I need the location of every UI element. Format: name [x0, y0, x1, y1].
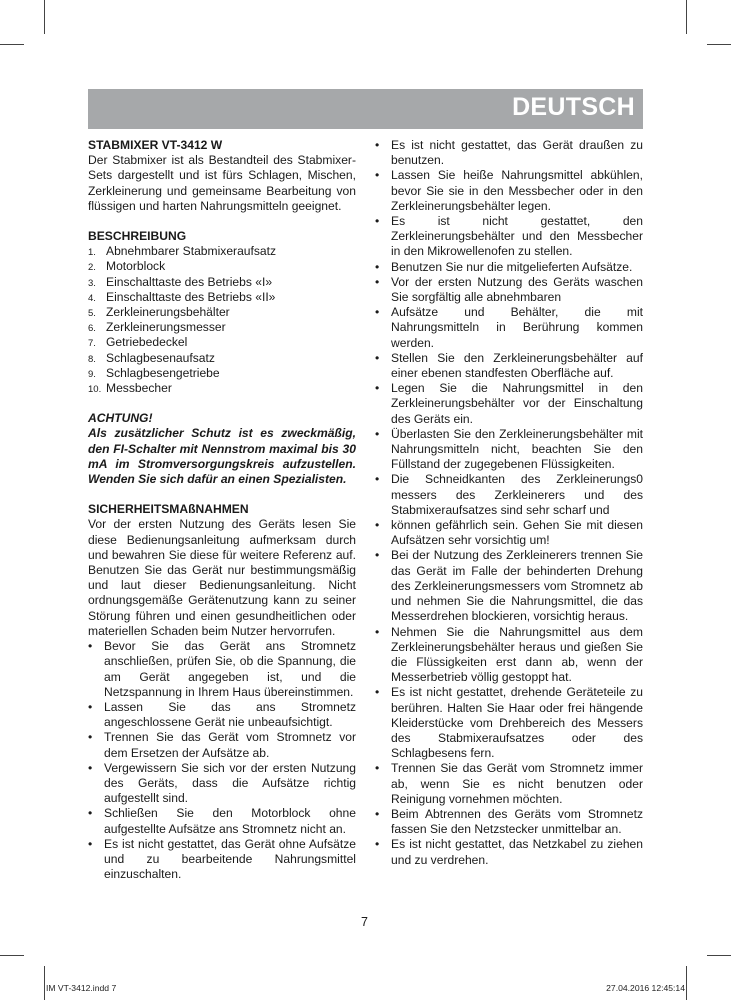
safety-bullets-right	[375, 138, 643, 868]
product-title: STABMIXER VT-3412 W	[88, 138, 223, 152]
list-item: 2. Motorblock	[88, 259, 166, 274]
list-item: • Legen Sie die Nahrungsmittel in den Zerkleinerungsbehälter vor der Einschaltung des Geräts ein.	[375, 381, 643, 426]
list-item: 8. Schlagbesenaufsatz	[88, 350, 215, 365]
list-item: • Trennen Sie das Gerät vom Stromnetz vor dem Ersetzen der Aufsätze ab.	[88, 730, 356, 760]
list-item: • Nehmen Sie die Nahrungsmittel aus dem Zerkleinerungsbehälter heraus und gießen Sie die Flüssigkeiten erst dann ab, wenn der Messerbetrieb völlig gestoppt hat.	[375, 624, 643, 685]
footer-file: IM VT-3412.indd 7	[46, 983, 117, 993]
list-item: 4. Einschalttaste des Betriebs «II»	[88, 289, 276, 304]
safety-heading: SICHERHEITSMAßNAHMEN	[88, 502, 249, 517]
list-item: 1. Abnehmbarer Stabmixeraufsatz	[88, 244, 277, 259]
warning-heading: ACHTUNG!	[88, 411, 153, 426]
list-item: • Es ist nicht gestattet, das Gerät draußen zu benutzen.	[375, 138, 643, 168]
list-item: • Bevor Sie das Gerät ans Stromnetz anschließen, prüfen Sie, ob die Spannung, die am Gerät angegeben ist, und die Netzspannung in Ihrem Haus übereinstimmen.	[88, 639, 356, 699]
list-item: • Vor der ersten Nutzung des Geräts waschen Sie sorgfältig alle abnehmbaren	[375, 274, 643, 305]
list-item: 3. Einschalttaste des Betriebs «I»	[88, 274, 273, 289]
list-item: • Lassen Sie das ans Stromnetz angeschlossene Gerät nie unbeaufsichtigt.	[88, 699, 356, 730]
list-item: • Trennen Sie das Gerät vom Stromnetz immer ab, wenn Sie es nicht benutzen oder Reinigung vornehmen möchten.	[375, 761, 643, 806]
left-column	[88, 138, 356, 882]
crop-mark	[44, 0, 45, 34]
list-item: • Schließen Sie den Motorblock ohne aufgestellte Aufsätze ans Stromnetz nicht an.	[88, 806, 356, 836]
crop-mark	[0, 955, 24, 956]
list-item: • können gefährlich sein. Gehen Sie mit diesen Aufsätzen sehr vorsichtig um!	[375, 518, 643, 548]
list-item: • Benutzen Sie nur die mitgelieferten Aufsätze.	[375, 259, 633, 274]
list-item: 5. Zerkleinerungsbehälter	[88, 305, 230, 320]
intro-paragraph: Der Stabmixer ist als Bestandteil des Stabmixer-Sets dargestellt und ist fürs Schlagen, Mischen, Zerkleinerung und gemeinsame Bearbeitung von flüssigen und harten Nahrungsmitteln geeignet.	[88, 153, 356, 213]
list-item: • Die Schneidkanten des Zerkleinerungs0 messers des Zerkleinerers und des Stabmixeraufsatzes sind sehr scharf und	[375, 472, 643, 517]
page-number: 7	[361, 915, 368, 929]
parts-list	[88, 244, 356, 396]
footer-date: 27.04.2016 12:45:14	[606, 983, 685, 993]
list-item: • Es ist nicht gestattet, das Gerät ohne Aufsätze und zu bearbeitende Nahrungsmittel einzuschalten.	[88, 836, 356, 882]
crop-mark	[686, 0, 687, 34]
list-item: • Bei der Nutzung des Zerkleinerers trennen Sie das Gerät im Falle der behinderten Drehung des Zerkleinerungsmessers vom Stromnetz ab und nehmen Sie die Nahrungsmittel, die das Messerdrehen blockieren, vorsichtig heraus.	[375, 548, 643, 624]
list-item: • Es ist nicht gestattet, den Zerkleinerungsbehälter und den Messbecher in den Mikrowellenofen zu stellen.	[375, 214, 643, 259]
warning-text: Als zusätzlicher Schutz ist es zweckmäßig, den FI-Schalter mit Nennstrom maximal bis 30 mA im Stromversorgungskreis aufzustellen. Wenden Sie sich dafür an einen Spezialisten.	[88, 426, 356, 487]
list-item: 7. Getriebedeckel	[88, 335, 188, 350]
safety-bullets-left	[88, 639, 356, 882]
description-heading: BESCHREIBUNG	[88, 229, 187, 244]
list-item: • Vergewissern Sie sich vor der ersten Nutzung des Geräts, dass die Aufsätze richtig aufgestellt sind.	[88, 760, 356, 806]
crop-mark	[44, 966, 45, 1000]
right-column	[375, 138, 643, 868]
list-item: 10. Messbecher	[88, 381, 172, 396]
language-banner	[88, 89, 643, 129]
list-item: • Es ist nicht gestattet, das Netzkabel zu ziehen und zu verdrehen.	[375, 837, 643, 867]
crop-mark	[0, 44, 24, 45]
list-item: • Überlasten Sie den Zerkleinerungsbehälter mit Nahrungsmitteln nicht, beachten Sie den Füllstand der zugegebenen Flüssigkeiten.	[375, 426, 643, 472]
safety-intro: Vor der ersten Nutzung des Geräts lesen Sie diese Bedienungsanleitung aufmerksam durch und bewahren Sie diese für weitere Referenz auf. Benutzen Sie das Gerät nur bestimmungsmäßig und laut dieser Bedienungsanleitung. Nicht ordnungsgemäße Gerätenutzung kann zu seiner Störung führen und einen gesundheitlichen oder materiellen Schaden beim Nutzer hervorrufen.	[88, 517, 356, 638]
list-item: • Beim Abtrennen des Geräts vom Stromnetz fassen Sie den Netzstecker unmittelbar an.	[375, 806, 643, 837]
list-item: 9. Schlagbesengetriebe	[88, 365, 220, 380]
list-item: 6. Zerkleinerungsmesser	[88, 320, 226, 335]
list-item: • Es ist nicht gestattet, drehende Geräteteile zu berühren. Halten Sie Haar oder frei hängende Kleiderstücke vom Drehbereich des Messers des Stabmixeraufsatzes oder des Schlagbesens fern.	[375, 685, 643, 761]
list-item: • Aufsätze und Behälter, die mit Nahrungsmitteln in Berührung kommen werden.	[375, 305, 643, 350]
crop-mark	[686, 966, 687, 1000]
list-item: • Lassen Sie heiße Nahrungsmittel abkühlen, bevor Sie sie in den Messbecher oder in den Zerkleinerungsbehälter legen.	[375, 168, 643, 213]
crop-mark	[707, 955, 731, 956]
list-item: • Stellen Sie den Zerkleinerungsbehälter auf einer ebenen standfesten Oberfläche auf.	[375, 350, 643, 381]
crop-mark	[707, 44, 731, 45]
language-title: DEUTSCH	[512, 93, 635, 121]
